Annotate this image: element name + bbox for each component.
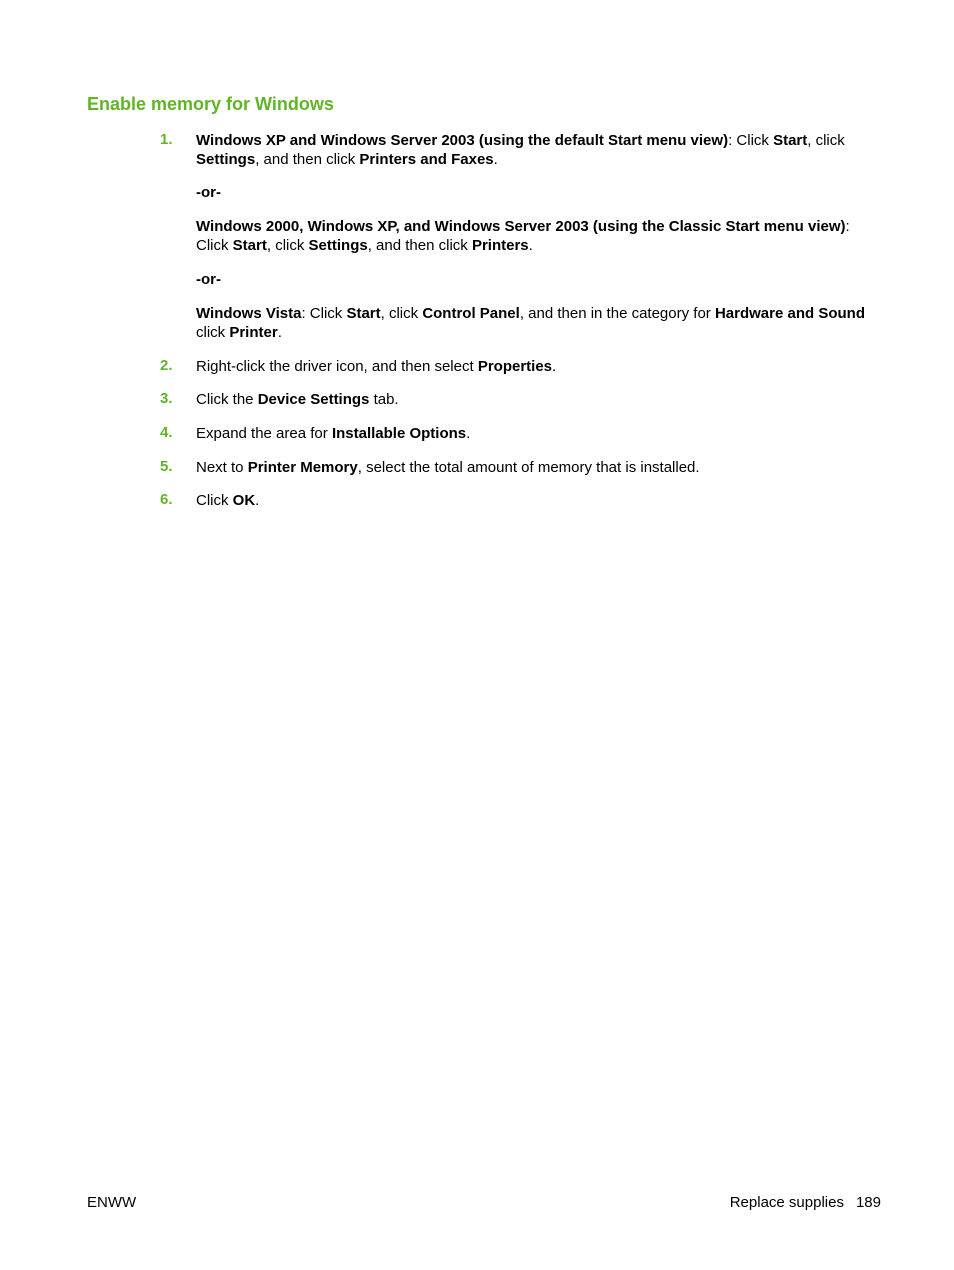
- step-text: [196, 270, 886, 289]
- bold-term: Windows XP and Windows Server 2003 (using the default Start menu view): [196, 132, 729, 149]
- bold-term: Settings: [196, 151, 256, 168]
- step-number: 1.: [160, 131, 173, 148]
- bold-term: Installable Options: [331, 425, 467, 442]
- text-run: .: [466, 425, 471, 442]
- text-run: : Click: [196, 218, 850, 254]
- bold-term: Start: [346, 305, 381, 322]
- bold-term: Printers: [471, 237, 529, 254]
- bold-term: -or-: [196, 184, 221, 201]
- step-text: [196, 131, 886, 169]
- step-text: [196, 357, 886, 376]
- text-run: .: [552, 358, 557, 375]
- text-run: tab.: [369, 391, 399, 408]
- footer-right: [730, 1194, 881, 1211]
- footer-section: Replace supplies: [729, 1194, 844, 1211]
- bold-term: OK: [232, 492, 256, 509]
- text-run: Right-click the driver icon, and then select: [196, 358, 478, 375]
- step-text: [196, 491, 886, 510]
- step-text: [196, 183, 886, 202]
- text-run: Click: [196, 492, 233, 509]
- text-run: .: [277, 324, 282, 341]
- step-number: 6.: [160, 491, 173, 508]
- step-text: [196, 424, 886, 443]
- text-run: Next to: [196, 459, 248, 476]
- bold-term: Device Settings: [257, 391, 370, 408]
- text-run: , and then click: [367, 237, 472, 254]
- step-number: 2.: [160, 357, 173, 374]
- step-text: [196, 217, 886, 255]
- bold-term: Printer Memory: [247, 459, 358, 476]
- page-number: 189: [855, 1194, 881, 1211]
- bold-term: Windows 2000, Windows XP, and Windows Server 2003 (using the Classic Start menu view): [196, 218, 846, 235]
- bold-term: Printer: [229, 324, 278, 341]
- bold-term: Settings: [308, 237, 368, 254]
- bold-term: Printers and Faxes: [359, 151, 494, 168]
- bold-term: Control Panel: [422, 305, 520, 322]
- section-heading: Enable memory for Windows: [87, 94, 334, 114]
- text-run: : Click: [728, 132, 774, 149]
- text-run: .: [528, 237, 533, 254]
- bold-term: Windows Vista: [196, 305, 302, 322]
- text-run: , click: [807, 132, 845, 149]
- text-run: click: [196, 324, 230, 341]
- step-number: 5.: [160, 458, 173, 475]
- text-run: Expand the area for: [196, 425, 332, 442]
- text-run: .: [493, 151, 498, 168]
- text-run: Click the: [196, 391, 258, 408]
- bold-term: Properties: [477, 358, 553, 375]
- bold-term: Hardware and Sound: [714, 305, 865, 322]
- step-text: [196, 458, 886, 477]
- text-run: , click: [380, 305, 423, 322]
- bold-term: Start: [773, 132, 808, 149]
- text-run: .: [255, 492, 260, 509]
- step-number: 4.: [160, 424, 173, 441]
- bold-term: Start: [232, 237, 267, 254]
- text-run: : Click: [301, 305, 347, 322]
- text-run: , and then in the category for: [519, 305, 715, 322]
- text-run: , and then click: [255, 151, 360, 168]
- bold-term: -or-: [196, 271, 221, 288]
- text-run: , click: [266, 237, 309, 254]
- step-text: [196, 390, 886, 409]
- text-run: , select the total amount of memory that is installed.: [357, 459, 700, 476]
- step-number: 3.: [160, 390, 173, 407]
- footer-left: ENWW: [87, 1194, 137, 1211]
- step-text: [196, 304, 886, 342]
